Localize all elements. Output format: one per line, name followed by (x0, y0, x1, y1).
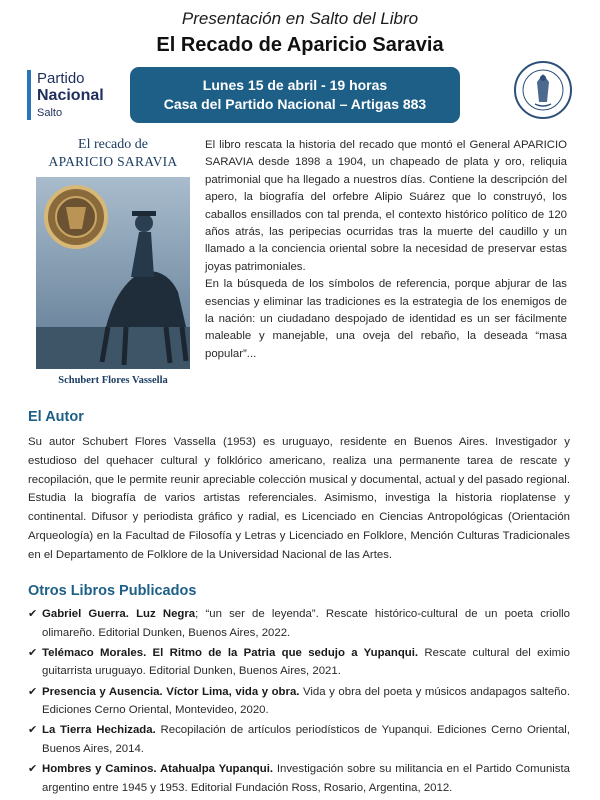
books-list (28, 605, 570, 799)
list-item (28, 683, 570, 720)
book-description (205, 137, 567, 363)
logo-accent-bar (27, 70, 31, 120)
partido-nacional-logo (18, 66, 128, 126)
event-venue: Casa del Partido Nacional – Artigas 883 (163, 96, 427, 112)
book-cover (36, 137, 190, 391)
list-item (28, 760, 570, 797)
cover-title-line-2: APARICIO SARAVIA (48, 154, 178, 169)
book-details: Rescate cultural del eximio guitarrista uruguayo. Editorial Dunken, Buenos Aires, 2021. (42, 646, 571, 678)
checkmark-icon: ✔ (28, 763, 38, 776)
checkmark-icon: ✔ (28, 724, 38, 737)
description-paragraph-2: En la búsqueda de los símbolos de referencia, porque abjurar de las esencias y eliminar las tradiciones es la estrategia de los enemigos de la nación: un ciudadano despojado de identidad es un ser fácilmente maleable y manejable, una oveja del rebaño, la deseada “masa popular”... (205, 278, 567, 360)
list-item (28, 605, 570, 642)
book-title: La Tierra Hechizada. (42, 724, 156, 737)
checkmark-icon: ✔ (28, 608, 38, 620)
logo-line-2: Nacional (37, 87, 104, 104)
checkmark-icon: ✔ (28, 646, 38, 659)
book-details: Investigación sobre su militancia en el Partido Comunista argentino entre 1945 y 1953. Editorial Fundación Ross, Rosario, Argentina, 2012. (42, 763, 571, 794)
author-bio: Su autor Schubert Flores Vassella (1953) es uruguayo, residente en Buenos Aires. Investigador y estudioso del quehacer cultural y folklórico americano, realiza una permanente tarea de rescate y recopilación, que le permite reunir apreciable colección musical y documental, actual y del pasado regional. Estudia la biografía de varios artistas referenciales. Asimismo, investiga la historia rioplatense y continental. Difusor y periodista gráfico y radial, es Licenciado en Ciencias Antropológicas (Orientación Arqueología) en la Facultad de Filosofía y Letras y Licenciado en Folklore, Mención Culturas Tradicionales en el Departamento de Folklore de la Universidad Nacional de las Artes. (28, 436, 570, 561)
list-item (28, 721, 570, 758)
checkmark-icon: ✔ (28, 685, 38, 698)
book-title: Presencia y Ausencia. Víctor Lima, vida y obra. (42, 685, 300, 698)
cover-photo (36, 177, 190, 369)
book-details: Recopilación de artículos periodísticos de Yupanqui. Ediciones Cerno Oriental, Buenos Aires, 2014. (42, 724, 570, 755)
page-title: El Recado de Aparicio Saravia (156, 34, 444, 56)
cover-author: Schubert Flores Vassella (58, 375, 168, 386)
description-paragraph-1: El libro rescata la historia del recado que montó el General APARICIO SARAVIA desde 1898 a 1904, un chapeado de plata y oro, reliquia patrimonial que ha llegado a nuestros días. Contiene la descripción del apero, la biografía del orfebre Alipio Suárez que lo construyó, los caballos ensillados con tal prenda, el contexto histórico político de 120 años atrás, las peripecias ocurridas tras la muerte del caudillo y un llamado a la conciencia oriental sobre la necesidad de preservar estas joyas patrimoniales. (205, 139, 567, 273)
author-heading: El Autor (28, 409, 84, 425)
cover-title-line-1: El recado de (78, 137, 148, 152)
seal-emblem-icon (513, 60, 573, 120)
page-subtitle: Presentación en Salto del Libro (181, 9, 419, 28)
logo-line-1: Partido (37, 70, 85, 87)
logo-line-3: Salto (37, 107, 63, 119)
book-title: Telémaco Morales. El Ritmo de la Patria que sedujo a Yupanqui. (42, 646, 419, 659)
book-title: Hombres y Caminos. Atahualpa Yupanqui. (42, 763, 274, 776)
book-details: ; “un ser de leyenda”. Rescate histórico-cultural de un poeta criollo olimareño. Editorial Dunken, Buenos Aires, 2022. (42, 608, 570, 639)
event-banner (130, 67, 460, 123)
event-date-time: Lunes 15 de abril - 19 horas (202, 77, 388, 93)
list-item (28, 644, 570, 681)
other-books-heading: Otros Libros Publicados (28, 583, 197, 599)
book-details: Vida y obra del poeta y músicos andapagos salteño. Ediciones Cerno Oriental, Montevideo, 2020. (42, 685, 570, 717)
book-title: Gabriel Guerra. Luz Negra (42, 608, 196, 620)
